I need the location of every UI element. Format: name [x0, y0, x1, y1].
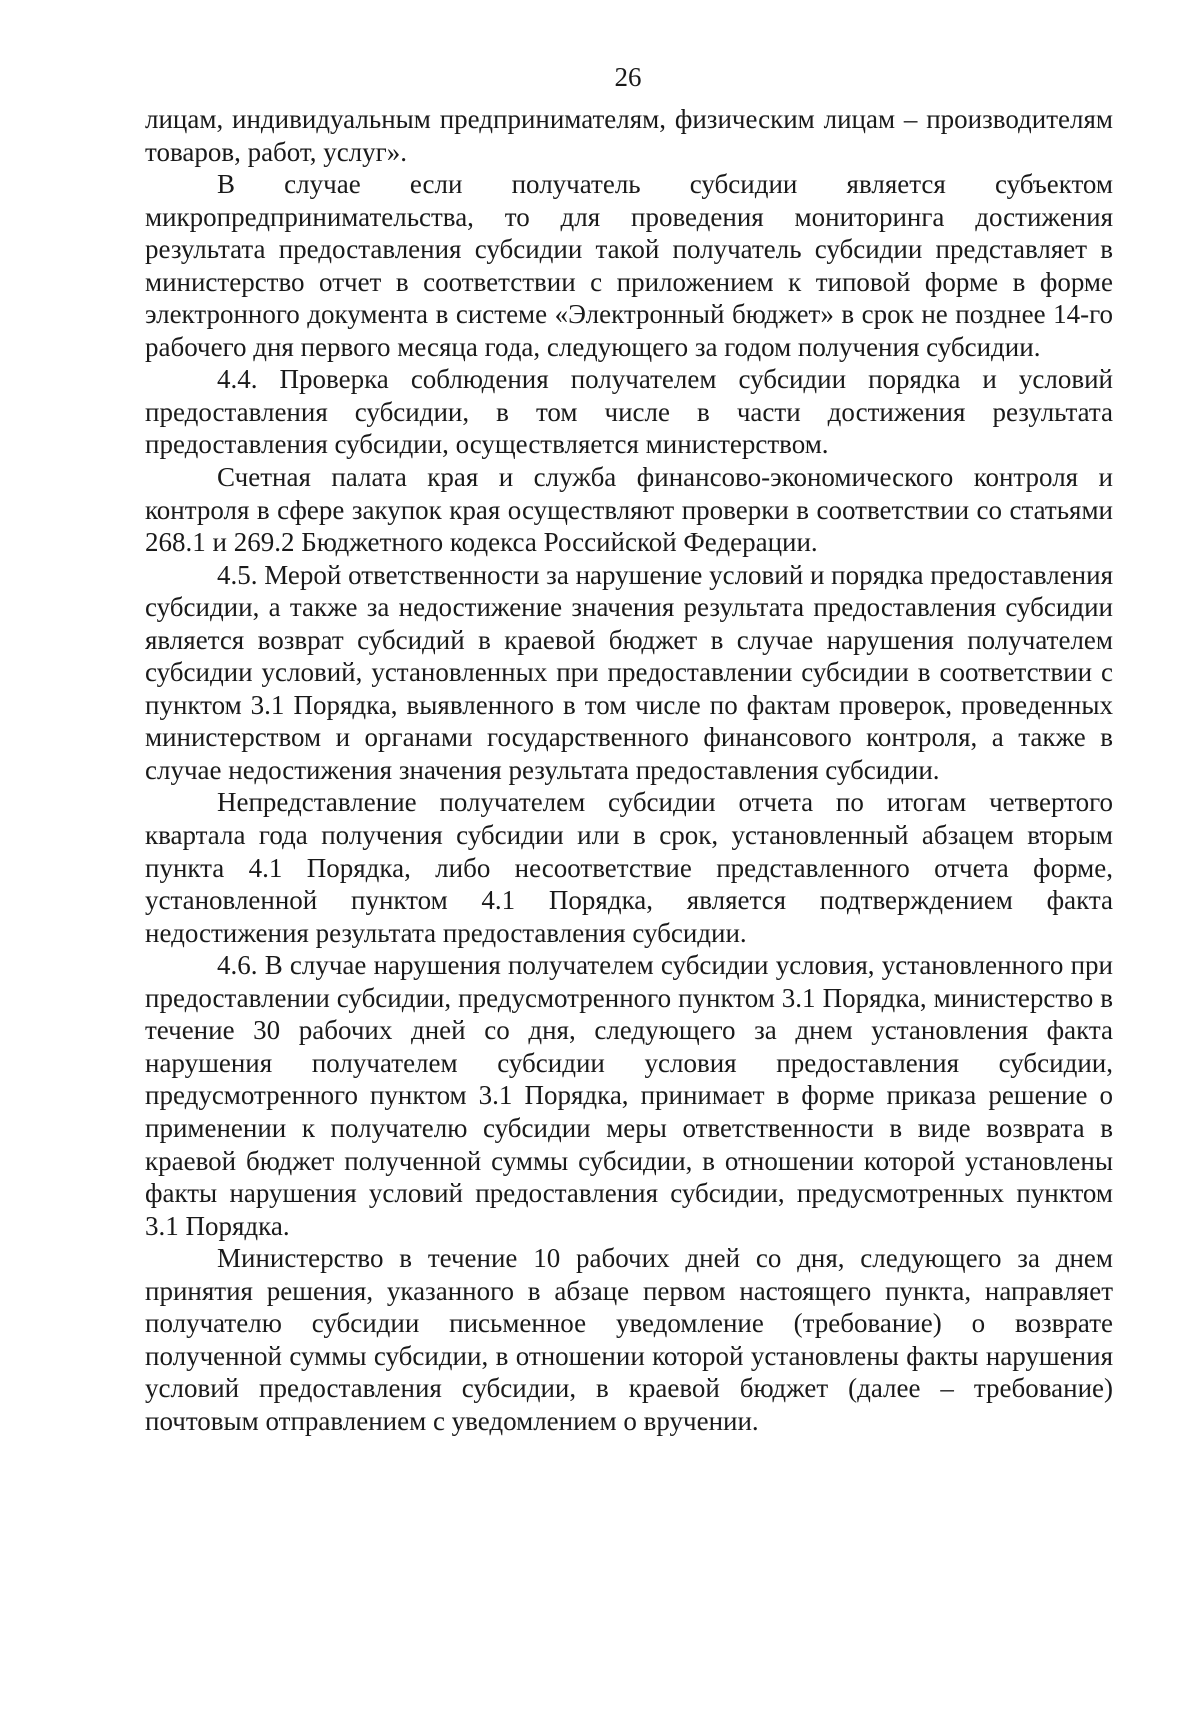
- paragraph: Непредставление получателем субсидии отчета по итогам четвертого квартала года получения субсидии или в срок, установленный абзацем вторым пункта 4.1 Порядка, либо несоответствие представленного отчета форме, установленной пунктом 4.1 Порядка, является подтверждением факта недостижения результата предоставления субсидии.: [145, 787, 1113, 948]
- paragraph: В случае если получатель субсидии является субъектом микропредпринимательства, то для проведения мониторинга достижения результата предоставления субсидии такой получатель субсидии представляет в министерство отчет в соответствии с приложением к типовой форме в форме электронного документа в системе «Электронный бюджет» в срок не позднее 14-го рабочего дня первого месяца года, следующего за годом получения субсидии.: [145, 169, 1113, 362]
- paragraph: лицам, индивидуальным предпринимателям, физическим лицам – производителям товаров, работ, услуг».: [145, 104, 1113, 167]
- paragraph: Счетная палата края и служба финансово-экономического контроля и контроля в сфере закупок края осуществляют проверки в соответствии со статьями 268.1 и 269.2 Бюджетного кодекса Российской Федерации.: [145, 462, 1113, 558]
- paragraph: 4.4. Проверка соблюдения получателем субсидии порядка и условий предоставления субсидии, в том числе в части достижения результата предоставления субсидии, осуществляется министерством.: [145, 364, 1113, 460]
- paragraph: 4.6. В случае нарушения получателем субсидии условия, установленного при предоставлении субсидии, предусмотренного пунктом 3.1 Порядка, министерство в течение 30 рабочих дней со дня, следующего за днем установления факта нарушения получателем субсидии условия предоставления субсидии, предусмотренного пунктом 3.1 Порядка, принимает в форме приказа решение о применении к получателю субсидии меры ответственности в виде возврата в краевой бюджет полученной суммы субсидии, в отношении которой установлены факты нарушения условий предоставления субсидии, предусмотренных пунктом 3.1 Порядка.: [145, 950, 1113, 1241]
- paragraph: Министерство в течение 10 рабочих дней со дня, следующего за днем принятия решения, указанного в абзаце первом настоящего пункта, направляет получателю субсидии письменное уведомление (требование) о возврате полученной суммы субсидии, в отношении которой установлены факты нарушения условий предоставления субсидии, в краевой бюджет (далее – требование) почтовым отправлением с уведомлением о вручении.: [145, 1243, 1113, 1436]
- paragraph: 4.5. Мерой ответственности за нарушение условий и порядка предоставления субсидии, а также за недостижение значения результата предоставления субсидии является возврат субсидий в краевой бюджет в случае нарушения получателем субсидии условий, установленных при предоставлении субсидии в соответствии с пунктом 3.1 Порядка, выявленного в том числе по фактам проверок, проведенных министерством и органами государственного финансового контроля, а также в случае недостижения значения результата предоставления субсидии.: [145, 559, 1113, 785]
- document-body: [145, 103, 1113, 1437]
- page-number: 26: [614, 62, 642, 92]
